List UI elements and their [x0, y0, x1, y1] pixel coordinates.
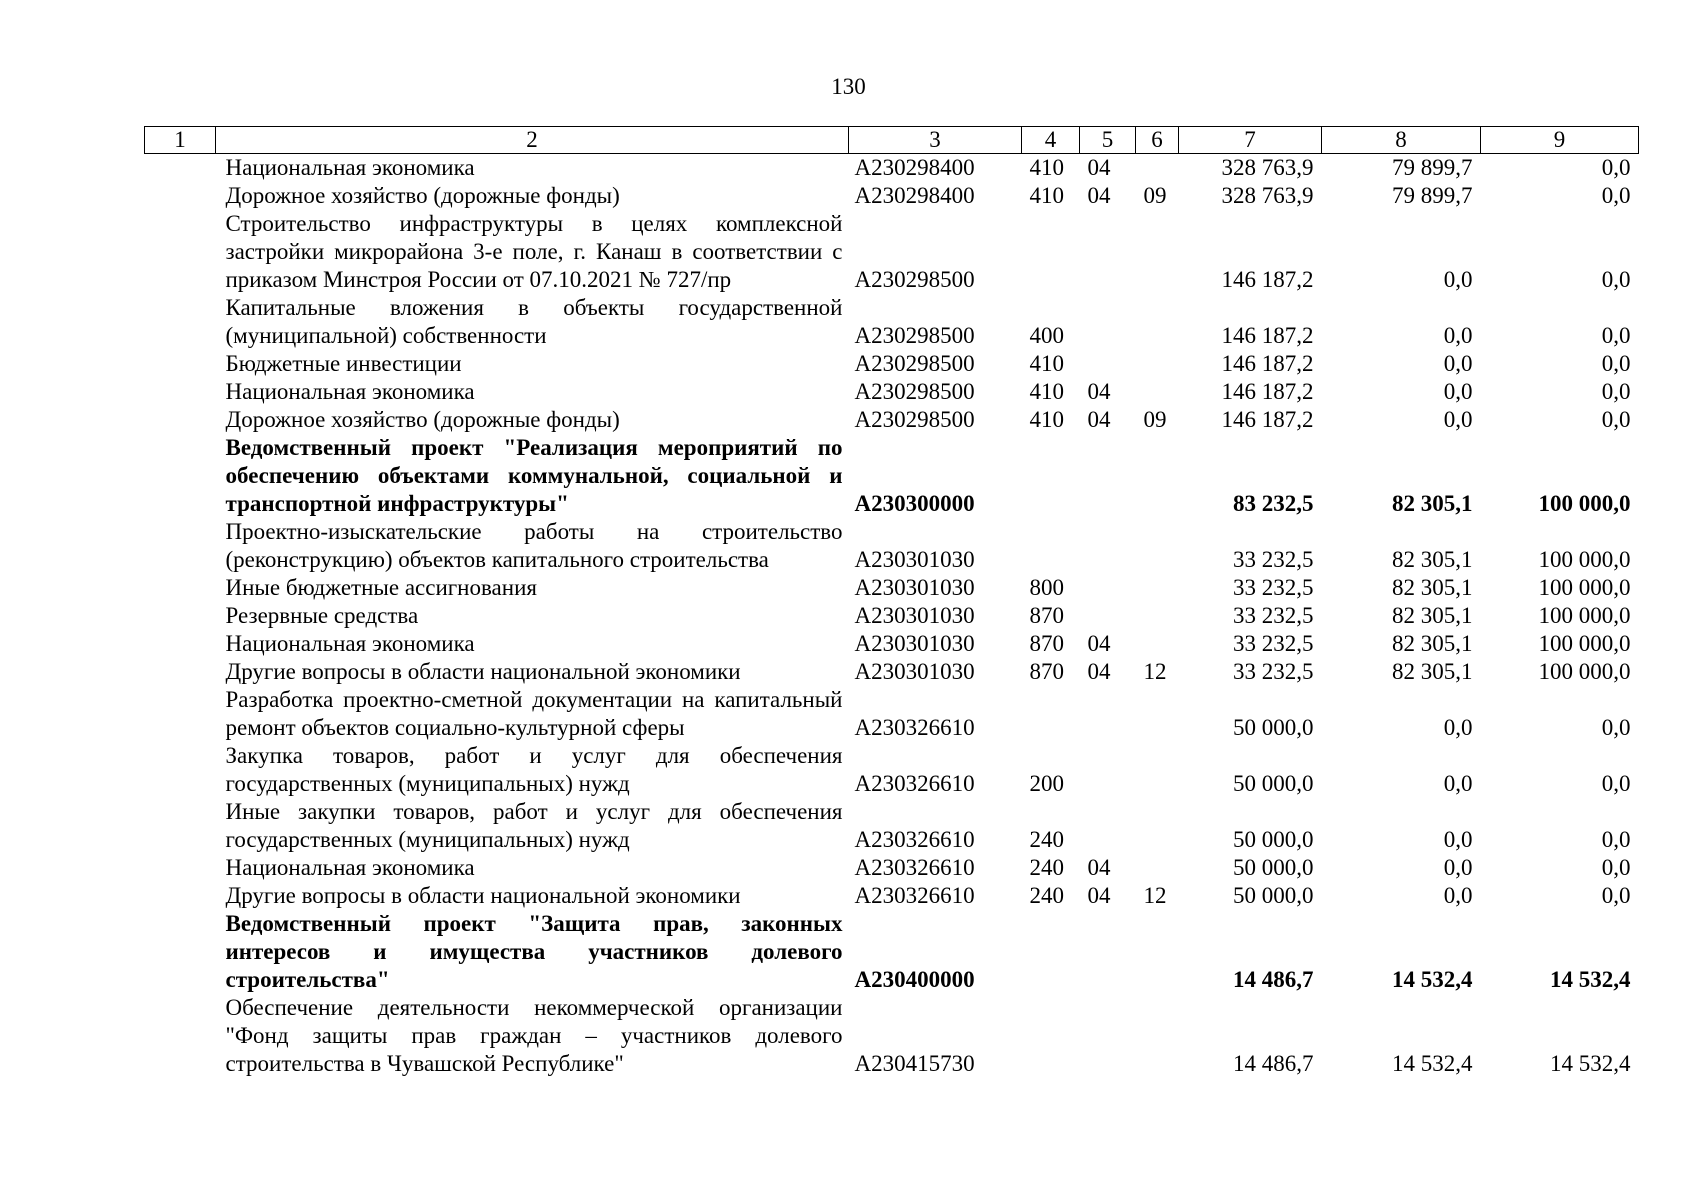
column-header-5: 5 [1080, 127, 1136, 154]
row-code: А230301030 [854, 603, 975, 628]
row-pr [1136, 154, 1179, 183]
row-vr: 240 [1029, 883, 1064, 908]
row-name: Ведомственный проект "Реализация мероприятий по обеспечению объектами коммунальной, социальной и транспортной инфраструктуры" [225, 435, 843, 516]
table-header-row [145, 127, 1639, 154]
first-column-cell [145, 574, 216, 602]
row-value-7: 50 000,0 [1233, 855, 1314, 880]
row-value-9: 100 000,0 [1538, 659, 1631, 684]
row-value-8: 0,0 [1443, 883, 1473, 908]
row-pr: 09 [1143, 183, 1167, 208]
table-row [145, 798, 1639, 854]
first-column-cell [145, 994, 216, 1078]
first-column-cell [145, 406, 216, 434]
row-value-7: 50 000,0 [1233, 883, 1314, 908]
row-pr [1136, 742, 1179, 798]
table-row [145, 994, 1639, 1078]
row-value-8: 0,0 [1443, 407, 1473, 432]
row-pr [1136, 854, 1179, 882]
page-number: 130 [831, 74, 866, 99]
row-value-7: 146 187,2 [1221, 407, 1314, 432]
row-name: Дорожное хозяйство (дорожные фонды) [225, 183, 620, 208]
row-code: А230301030 [854, 659, 975, 684]
row-vr [1022, 994, 1080, 1078]
row-rz: 04 [1087, 855, 1111, 880]
row-value-8: 0,0 [1443, 715, 1473, 740]
row-name: Закупка товаров, работ и услуг для обеспечения государственных (муниципальных) нужд [225, 743, 843, 796]
column-header-4: 4 [1022, 127, 1080, 154]
row-rz [1080, 994, 1136, 1078]
row-vr: 870 [1029, 659, 1064, 684]
table-row [145, 294, 1639, 350]
table-row [145, 210, 1639, 294]
first-column-cell [145, 294, 216, 350]
row-value-9: 0,0 [1601, 407, 1631, 432]
row-value-9: 100 000,0 [1538, 547, 1631, 572]
row-pr: 09 [1143, 407, 1167, 432]
row-rz [1080, 434, 1136, 518]
row-value-9: 0,0 [1601, 351, 1631, 376]
column-header-3: 3 [849, 127, 1022, 154]
column-header-2: 2 [216, 127, 849, 154]
row-code: А230326610 [854, 771, 975, 796]
row-value-7: 83 232,5 [1233, 491, 1314, 516]
row-code: А230298500 [854, 351, 975, 376]
row-code: А230301030 [854, 547, 975, 572]
table-row [145, 742, 1639, 798]
row-vr [1022, 686, 1080, 742]
row-rz [1080, 350, 1136, 378]
row-value-8: 0,0 [1443, 351, 1473, 376]
row-value-8: 0,0 [1443, 323, 1473, 348]
row-vr [1022, 210, 1080, 294]
row-value-7: 33 232,5 [1233, 631, 1314, 656]
row-value-8: 0,0 [1443, 267, 1473, 292]
row-rz: 04 [1087, 883, 1111, 908]
row-rz: 04 [1087, 631, 1111, 656]
row-value-8: 82 305,1 [1392, 547, 1473, 572]
row-value-7: 33 232,5 [1233, 603, 1314, 628]
row-rz [1080, 910, 1136, 994]
first-column-cell [145, 434, 216, 518]
first-column-cell [145, 910, 216, 994]
row-name: Ведомственный проект "Защита прав, законных интересов и имущества участников долевого строительства" [225, 911, 843, 992]
row-value-7: 14 486,7 [1233, 967, 1314, 992]
row-value-7: 50 000,0 [1233, 827, 1314, 852]
row-name: Разработка проектно-сметной документации на капитальный ремонт объектов социально-культурной сферы [225, 687, 843, 740]
row-pr [1136, 994, 1179, 1078]
row-pr [1136, 798, 1179, 854]
first-column-cell [145, 154, 216, 183]
column-header-7: 7 [1179, 127, 1322, 154]
table-row [145, 630, 1639, 658]
row-vr: 410 [1029, 183, 1064, 208]
row-value-9: 0,0 [1601, 379, 1631, 404]
row-vr: 400 [1029, 323, 1064, 348]
row-value-7: 33 232,5 [1233, 575, 1314, 600]
table-body [145, 154, 1639, 1079]
row-name: Капитальные вложения в объекты государственной (муниципальной) собственности [225, 295, 843, 348]
row-name: Строительство инфраструктуры в целях комплексной застройки микрорайона 3-е поле, г. Канаш в соответствии с приказом Минстроя России от 07.10.2021 № 727/пр [225, 211, 843, 292]
row-value-8: 0,0 [1443, 771, 1473, 796]
row-value-9: 100 000,0 [1538, 631, 1631, 656]
row-value-7: 146 187,2 [1221, 323, 1314, 348]
row-vr [1022, 434, 1080, 518]
row-vr: 200 [1029, 771, 1064, 796]
row-value-8: 82 305,1 [1392, 631, 1473, 656]
row-value-7: 146 187,2 [1221, 379, 1314, 404]
row-vr: 410 [1029, 351, 1064, 376]
table-row [145, 602, 1639, 630]
row-name: Национальная экономика [225, 155, 475, 180]
first-column-cell [145, 378, 216, 406]
table-row [145, 378, 1639, 406]
first-column-cell [145, 686, 216, 742]
first-column-cell [145, 798, 216, 854]
first-column-cell [145, 854, 216, 882]
row-pr [1136, 630, 1179, 658]
row-value-9: 100 000,0 [1538, 491, 1631, 516]
row-value-8: 82 305,1 [1392, 659, 1473, 684]
row-name: Иные закупки товаров, работ и услуг для обеспечения государственных (муниципальных) нужд [225, 799, 843, 852]
row-code: А230326610 [854, 827, 975, 852]
table-row [145, 574, 1639, 602]
row-pr [1136, 210, 1179, 294]
row-value-8: 0,0 [1443, 855, 1473, 880]
row-vr [1022, 518, 1080, 574]
first-column-cell [145, 658, 216, 686]
row-value-9: 0,0 [1601, 267, 1631, 292]
first-column-cell [145, 882, 216, 910]
row-value-7: 146 187,2 [1221, 351, 1314, 376]
row-value-7: 33 232,5 [1233, 659, 1314, 684]
column-header-8: 8 [1322, 127, 1481, 154]
table-row [145, 518, 1639, 574]
row-rz: 04 [1087, 155, 1111, 180]
row-vr: 800 [1029, 575, 1064, 600]
row-code: А230326610 [854, 715, 975, 740]
first-column-cell [145, 350, 216, 378]
first-column-cell [145, 518, 216, 574]
column-header-6: 6 [1136, 127, 1179, 154]
row-rz: 04 [1087, 659, 1111, 684]
row-value-9: 0,0 [1601, 827, 1631, 852]
row-name: Дорожное хозяйство (дорожные фонды) [225, 407, 620, 432]
row-value-9: 0,0 [1601, 323, 1631, 348]
column-header-1: 1 [145, 127, 216, 154]
row-rz [1080, 518, 1136, 574]
row-value-9: 14 532,4 [1550, 967, 1631, 992]
row-value-9: 0,0 [1601, 855, 1631, 880]
row-value-7: 50 000,0 [1233, 715, 1314, 740]
row-rz: 04 [1087, 407, 1111, 432]
table-row [145, 154, 1639, 183]
table-row [145, 882, 1639, 910]
row-rz [1080, 294, 1136, 350]
row-vr: 410 [1029, 407, 1064, 432]
row-rz [1080, 686, 1136, 742]
row-value-8: 82 305,1 [1392, 603, 1473, 628]
row-name: Другие вопросы в области национальной экономики [225, 883, 741, 908]
row-code: А230298500 [854, 267, 975, 292]
row-code: А230298500 [854, 323, 975, 348]
row-rz: 04 [1087, 379, 1111, 404]
row-rz: 04 [1087, 183, 1111, 208]
row-value-8: 14 532,4 [1392, 1051, 1473, 1076]
row-pr [1136, 294, 1179, 350]
row-code: А230298500 [854, 379, 975, 404]
first-column-cell [145, 630, 216, 658]
row-name: Обеспечение деятельности некоммерческой организации "Фонд защиты прав граждан – участников долевого строительства в Чувашской Республике" [225, 995, 843, 1076]
row-value-8: 79 899,7 [1392, 183, 1473, 208]
row-value-8: 82 305,1 [1392, 575, 1473, 600]
row-value-9: 0,0 [1601, 155, 1631, 180]
row-value-7: 328 763,9 [1221, 183, 1314, 208]
row-value-9: 0,0 [1601, 715, 1631, 740]
row-value-9: 100 000,0 [1538, 603, 1631, 628]
row-name: Национальная экономика [225, 855, 475, 880]
row-pr: 12 [1143, 659, 1167, 684]
row-value-8: 14 532,4 [1392, 967, 1473, 992]
row-code: А230400000 [854, 967, 975, 992]
row-rz [1080, 742, 1136, 798]
row-pr [1136, 574, 1179, 602]
row-code: А230298400 [854, 155, 975, 180]
table-row [145, 686, 1639, 742]
row-value-7: 146 187,2 [1221, 267, 1314, 292]
table-row [145, 182, 1639, 210]
table-row [145, 434, 1639, 518]
row-vr: 410 [1029, 155, 1064, 180]
first-column-cell [145, 210, 216, 294]
row-value-7: 50 000,0 [1233, 771, 1314, 796]
first-column-cell [145, 182, 216, 210]
row-name: Национальная экономика [225, 631, 475, 656]
table-row [145, 350, 1639, 378]
row-code: А230326610 [854, 855, 975, 880]
row-name: Национальная экономика [225, 379, 475, 404]
row-code: А230298500 [854, 407, 975, 432]
row-pr [1136, 518, 1179, 574]
row-value-8: 0,0 [1443, 827, 1473, 852]
first-column-cell [145, 602, 216, 630]
table-row [145, 854, 1639, 882]
row-value-7: 14 486,7 [1233, 1051, 1314, 1076]
row-pr [1136, 378, 1179, 406]
row-pr: 12 [1143, 883, 1167, 908]
row-value-7: 33 232,5 [1233, 547, 1314, 572]
row-vr: 870 [1029, 603, 1064, 628]
row-name: Иные бюджетные ассигнования [225, 575, 537, 600]
row-code: А230301030 [854, 575, 975, 600]
row-value-8: 82 305,1 [1392, 491, 1473, 516]
column-header-9: 9 [1481, 127, 1639, 154]
row-pr [1136, 350, 1179, 378]
row-vr [1022, 910, 1080, 994]
row-value-8: 79 899,7 [1392, 155, 1473, 180]
row-name: Бюджетные инвестиции [225, 351, 462, 376]
row-code: А230326610 [854, 883, 975, 908]
row-pr [1136, 686, 1179, 742]
row-vr: 240 [1029, 827, 1064, 852]
table-row [145, 910, 1639, 994]
row-rz [1080, 574, 1136, 602]
first-column-cell [145, 742, 216, 798]
row-value-7: 328 763,9 [1221, 155, 1314, 180]
row-vr: 410 [1029, 379, 1064, 404]
row-vr: 240 [1029, 855, 1064, 880]
row-pr [1136, 602, 1179, 630]
row-code: А230301030 [854, 631, 975, 656]
row-value-9: 0,0 [1601, 771, 1631, 796]
row-code: А230415730 [854, 1051, 975, 1076]
budget-table [144, 126, 1639, 1078]
row-value-9: 0,0 [1601, 883, 1631, 908]
row-value-9: 100 000,0 [1538, 575, 1631, 600]
row-rz [1080, 798, 1136, 854]
row-pr [1136, 910, 1179, 994]
row-name: Другие вопросы в области национальной экономики [225, 659, 741, 684]
row-value-8: 0,0 [1443, 379, 1473, 404]
row-code: А230300000 [854, 491, 975, 516]
table-row [145, 406, 1639, 434]
row-name: Резервные средства [225, 603, 419, 628]
row-rz [1080, 210, 1136, 294]
row-rz [1080, 602, 1136, 630]
row-vr: 870 [1029, 631, 1064, 656]
row-pr [1136, 434, 1179, 518]
row-name: Проектно-изыскательские работы на строительство (реконструкцию) объектов капитального строительства [225, 519, 843, 572]
row-value-9: 0,0 [1601, 183, 1631, 208]
row-code: А230298400 [854, 183, 975, 208]
table-row [145, 658, 1639, 686]
row-value-9: 14 532,4 [1550, 1051, 1631, 1076]
